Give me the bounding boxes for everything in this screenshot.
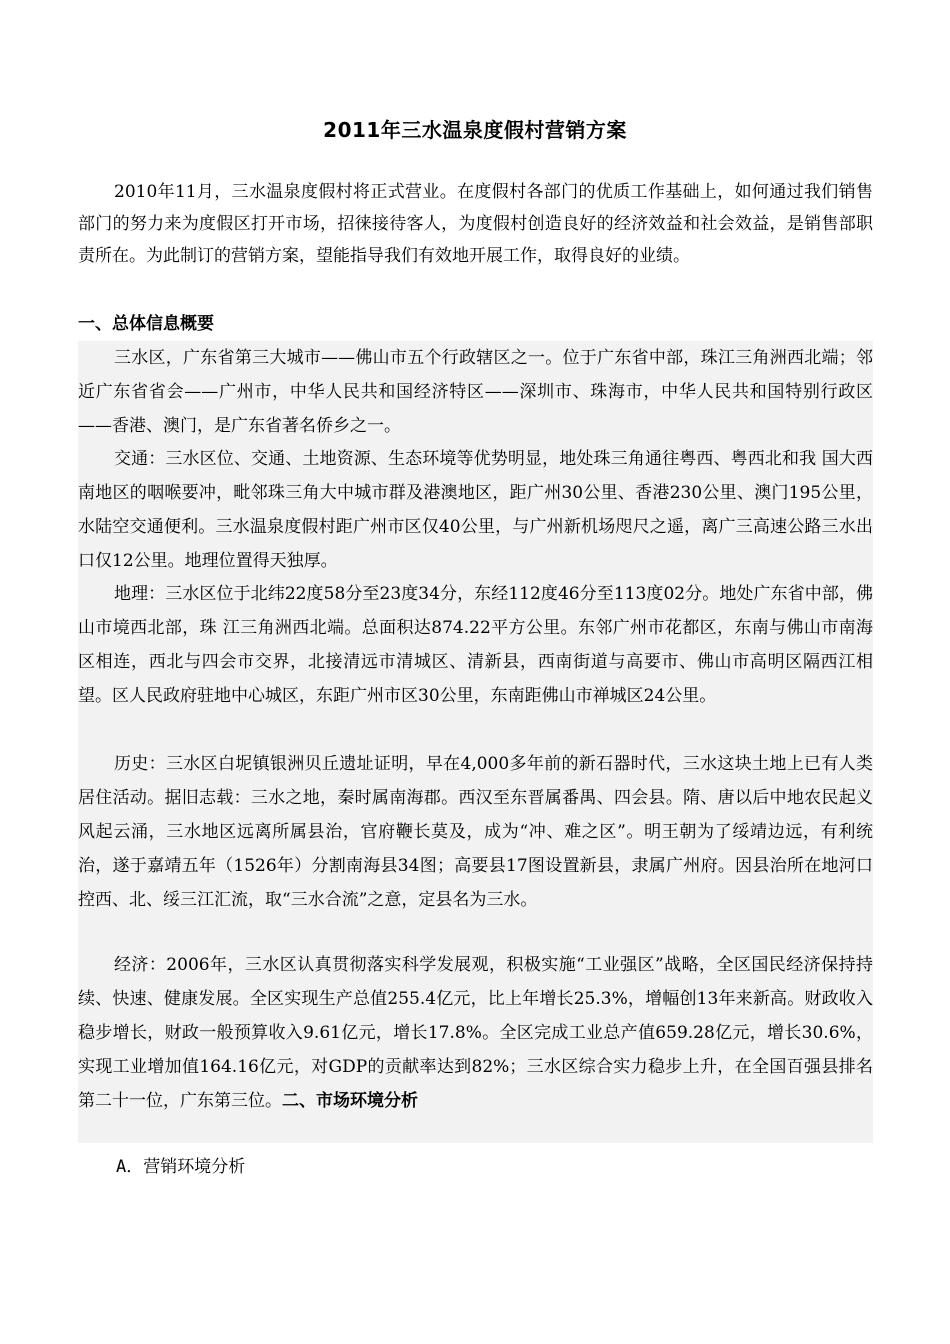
geography-paragraph: 地理：三水区位于北纬22度58分至23度34分，东经112度46分至113度02分。地处广东省中部，佛山市境西北部，珠 江三角洲西北端。总面积达874.22平方公里。东邻广州市花都区，东南与佛山市南海区相连，西北与四会市交界，北接清远市清城区、清新县，西南街道与高要市、佛山市高明区隔西江相望。区人民政府驻地中心城区，东距广州市区30公里，东南距佛山市禅城区24公里。 (78, 584, 873, 706)
section-heading-market: 二、市场环境分析 (282, 1091, 418, 1111)
overview-paragraph: 三水区，广东省第三大城市——佛山市五个行政辖区之一。位于广东省中部，珠江三角洲西北端；邻近广东省省会——广州市，中华人民共和国经济特区——深圳市、珠海市，中华人民共和国特别行政区——香港、澳门，是广东省著名侨乡之一。 (78, 348, 873, 436)
history-paragraph: 历史：三水区白坭镇银洲贝丘遗址证明，早在4,000多年前的新石器时代，三水这块土地上已有人类居住活动。据旧志载：三水之地，秦时属南海郡。西汉至东晋属番禺、四会县。隋、唐以后中地农民起义风起云涌，三水地区远离所属县治，官府鞭长莫及，成为“冲、难之区”。明王朝为了绥靖边远，有利统治，遂于嘉靖五年（1526年）分割南海县34图；高要县17图设置新县，隶属广州府。因县治所在地河口控西、北、绥三江汇流，取“三水合流”之意，定县名为三水。 (78, 754, 873, 910)
intro-paragraph: 2010年11月，三水温泉度假村将正式营业。在度假村各部门的优质工作基础上，如何通过我们销售部门的努力来为度假区打开市场，招徕接待客人，为度假村创造良好的经济效益和社会效益，是销售部职责所在。为此制订的营销方案，望能指导我们有效地开展工作，取得良好的业绩。 (78, 182, 873, 266)
section-heading-overview: 一、总体信息概要 (78, 314, 214, 334)
economy-text: 经济：2006年，三水区认真贯彻落实科学发展观，积极实施“工业强区”战略，全区国民经济保持持续、快速、健康发展。全区实现生产总值255.4亿元，比上年增长25.3%，增幅创13年来新高。财政收入稳步增长，财政一般预算收入9.61亿元，增长17.8%。全区完成工业总产值659.28亿元，增长30.6%，实现工业增加值164.16亿元，对GDP的贡献率达到82%；三水区综合实力稳步上升，在全国百强县排名第二十一位，广东第三位。 (78, 955, 873, 1111)
subsection-heading-a: A．营销环境分析 (116, 1157, 246, 1177)
economy-paragraph (78, 948, 873, 1118)
traffic-paragraph: 交通：三水区位、交通、土地资源、生态环境等优势明显，地处珠三角通往粤西、粤西北和我 国大西南地区的咽喉要冲，毗邻珠三角大中城市群及港澳地区，距广州30公里、香港230公里、澳门195公里，水陆空交通便利。三水温泉度假村距广州市区仅40公里，与广州新机场咫尺之遥，离广三高速公路三水出口仅12公里。地理位置得天独厚。 (78, 449, 873, 571)
document-title: 2011年三水温泉度假村营销方案 (323, 118, 627, 142)
